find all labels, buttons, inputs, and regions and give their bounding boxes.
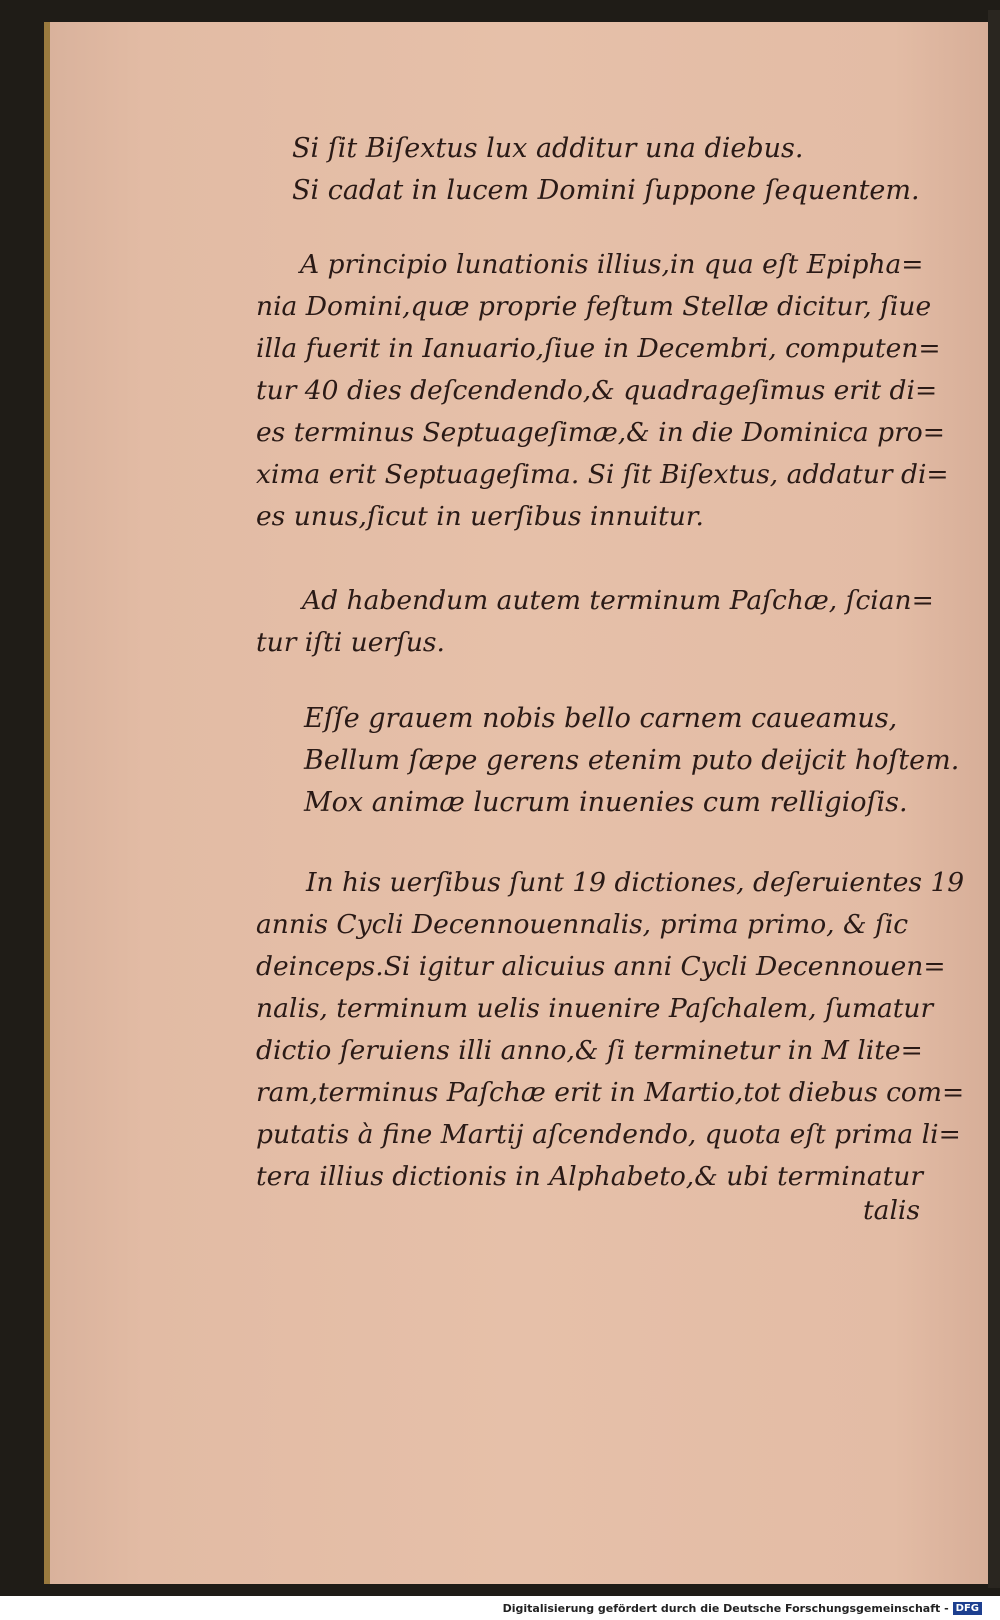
paragraph-line: dictio ſeruiens illi anno,& ſi terminetur in M lite= — [256, 1035, 923, 1066]
paragraph-line: In his uerſibus ſunt 19 dictiones, deſeruientes 19 — [306, 867, 965, 898]
paragraph-line: illa fuerit in Ianuario,ſiue in Decembri, computen= — [256, 333, 941, 364]
verse-line: Eſſe grauem nobis bello carnem caueamus, — [304, 703, 898, 734]
paragraph-line: deinceps.Si igitur alicuius anni Cycli Decennouen= — [256, 951, 946, 982]
verse-line: Si ſit Biſextus lux additur una diebus. — [292, 133, 804, 164]
paragraph-line: tur 40 dies deſcendendo,& quadrageſimus erit di= — [256, 375, 938, 406]
verse-line: Bellum ſæpe gerens etenim puto deijcit hoſtem. — [304, 745, 960, 776]
paragraph-line: ram,terminus Paſchæ erit in Martio,tot diebus com= — [256, 1077, 965, 1108]
digitization-credit — [503, 1598, 982, 1618]
catchword: talis — [863, 1195, 920, 1226]
paragraph-line: nalis, terminum uelis inuenire Paſchalem, ſumatur — [256, 993, 934, 1024]
paragraph-line: tur iſti uerſus. — [256, 627, 445, 658]
paragraph-septuagesima — [256, 244, 949, 538]
verse-block-1 — [292, 128, 920, 212]
paragraph-line: es unus,ſicut in uerſibus innuitur. — [256, 501, 704, 532]
paragraph-line: annis Cycli Decennouennalis, prima primo, & ſic — [256, 909, 909, 940]
paragraph-line: tera illius dictionis in Alphabeto,& ubi terminatur — [256, 1161, 924, 1192]
paragraph-line: putatis à fine Martij aſcendendo, quota eſt prima li= — [256, 1119, 961, 1150]
paragraph-line: es terminus Septuageſimæ,& in die Dominica pro= — [256, 417, 945, 448]
paragraph-line: A principio lunationis illius,in qua eſt Epipha= — [300, 249, 924, 280]
paragraph-line: Ad habendum autem terminum Paſchæ, ſcian= — [302, 585, 934, 616]
paragraph-dictiones — [256, 862, 964, 1198]
credit-text: Digitalisierung gefördert durch die Deutsche Forschungsgemeinschaft - — [502, 1601, 949, 1615]
paragraph-pascha-intro — [256, 580, 934, 664]
verse-block-2 — [304, 698, 959, 824]
verse-line: Mox animæ lucrum inuenies cum relligioſis. — [304, 787, 908, 818]
verse-line: Si cadat in lucem Domini ſuppone ſequentem. — [292, 175, 920, 206]
paragraph-line: xima erit Septuageſima. Si ſit Biſextus, addatur di= — [256, 459, 949, 490]
paragraph-line: nia Domini,quæ proprie feſtum Stellæ dicitur, ſiue — [256, 291, 932, 322]
dfg-logo-icon: DFG — [953, 1602, 982, 1615]
book-edge — [988, 10, 1000, 1588]
